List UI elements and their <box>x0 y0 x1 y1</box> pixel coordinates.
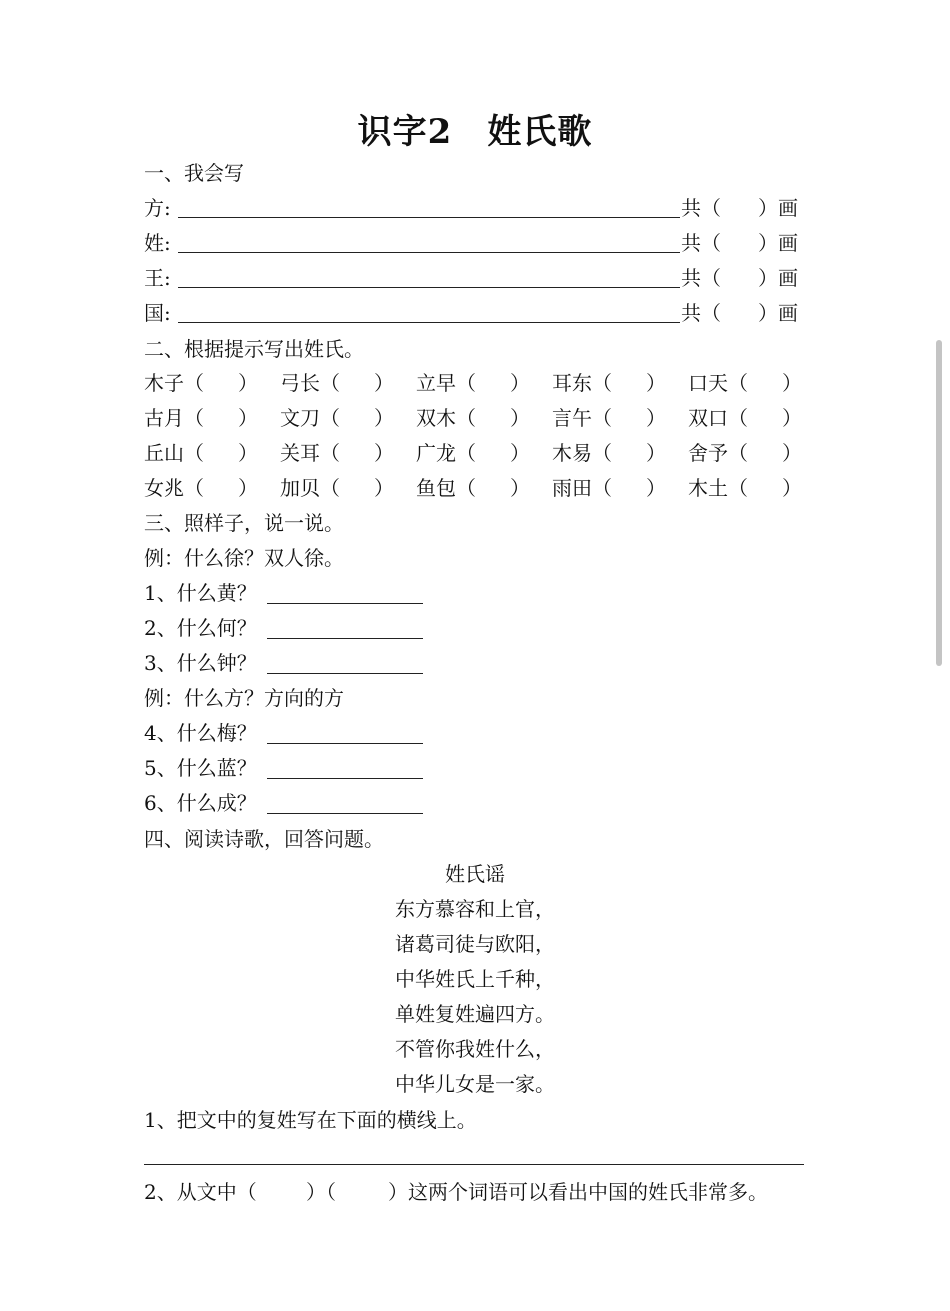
surname-hint: 古月（ <box>144 406 204 430</box>
surname-hint-close: ） <box>374 406 394 430</box>
surname-hint-close: ） <box>782 476 802 500</box>
surname-hint: 双口（ <box>688 406 748 430</box>
poem-line: 不管你我姓什么， <box>395 1037 555 1061</box>
surname-hint: 木土（ <box>688 476 748 500</box>
write-row-char: 国: <box>144 301 171 325</box>
poem-line: 中华姓氏上千种， <box>395 967 555 991</box>
surname-hint: 双木（ <box>416 406 476 430</box>
surname-hint: 木子（ <box>144 371 204 395</box>
surname-hint-close: ） <box>782 441 802 465</box>
surname-hint-close: ） <box>238 371 258 395</box>
poem-line: 诸葛司徒与欧阳， <box>395 932 555 956</box>
stroke-count-close: ）画 <box>758 196 798 220</box>
surname-hint-close: ） <box>238 406 258 430</box>
surname-hint-close: ） <box>646 476 666 500</box>
page-title: 识字2 姓氏歌 <box>357 112 593 152</box>
reading-question-2-part-c: ）这两个词语可以看出中国的姓氏非常多。 <box>388 1180 768 1204</box>
poem-line: 东方慕容和上官， <box>395 897 555 921</box>
stroke-count-close: ）画 <box>758 231 798 255</box>
surname-hint: 丘山（ <box>144 441 204 465</box>
write-row-char: 方: <box>144 196 171 220</box>
example-1: 例：什么徐？双人徐。 <box>144 546 344 570</box>
surname-hint-close: ） <box>510 476 530 500</box>
question-5: 5、什么蓝？ <box>144 756 257 780</box>
answer-line[interactable] <box>267 638 423 639</box>
question-3: 3、什么钟？ <box>144 651 257 675</box>
surname-hint-close: ） <box>782 406 802 430</box>
section-4-heading: 四、阅读诗歌，回答问题。 <box>144 827 384 851</box>
stroke-count-close: ）画 <box>758 301 798 325</box>
surname-hint-close: ） <box>374 441 394 465</box>
surname-hint: 文刀（ <box>280 406 340 430</box>
stroke-count-close: ）画 <box>758 266 798 290</box>
surname-hint-close: ） <box>782 371 802 395</box>
surname-hint-close: ） <box>510 406 530 430</box>
poem-line: 单姓复姓遍四方。 <box>395 1002 555 1026</box>
surname-hint: 雨田（ <box>552 476 612 500</box>
surname-hint: 言午（ <box>552 406 612 430</box>
section-1-heading: 一、我会写 <box>144 161 244 185</box>
surname-hint: 加贝（ <box>280 476 340 500</box>
surname-hint: 女兆（ <box>144 476 204 500</box>
surname-hint-close: ） <box>646 406 666 430</box>
stroke-count-open: 共（ <box>681 301 721 325</box>
scrollbar-thumb[interactable] <box>936 340 942 666</box>
surname-hint-close: ） <box>374 371 394 395</box>
question-6: 6、什么成？ <box>144 791 257 815</box>
surname-hint: 立早（ <box>416 371 476 395</box>
section-3-heading: 三、照样子，说一说。 <box>144 511 344 535</box>
surname-hint-close: ） <box>510 371 530 395</box>
question-2: 2、什么何？ <box>144 616 257 640</box>
surname-hint-close: ） <box>646 371 666 395</box>
example-2: 例：什么方？方向的方 <box>144 686 344 710</box>
stroke-count-open: 共（ <box>681 266 721 290</box>
poem-title: 姓氏谣 <box>445 862 505 886</box>
write-row-char: 姓: <box>144 231 171 255</box>
write-row-char: 王: <box>144 266 171 290</box>
reading-question-2-part-a: 2、从文中（ <box>144 1180 257 1204</box>
surname-hint-close: ） <box>238 476 258 500</box>
surname-hint-close: ） <box>238 441 258 465</box>
surname-hint: 口天（ <box>688 371 748 395</box>
answer-line[interactable] <box>267 673 423 674</box>
question-1: 1、什么黄？ <box>144 581 257 605</box>
reading-question-2-part-b: ）（ <box>306 1180 336 1204</box>
reading-question-1: 1、把文中的复姓写在下面的横线上。 <box>144 1108 477 1132</box>
stroke-count-open: 共（ <box>681 231 721 255</box>
surname-hint: 木易（ <box>552 441 612 465</box>
surname-hint: 鱼包（ <box>416 476 476 500</box>
write-line[interactable] <box>178 322 680 323</box>
answer-line-long[interactable] <box>144 1164 804 1165</box>
answer-line[interactable] <box>267 603 423 604</box>
surname-hint-close: ） <box>646 441 666 465</box>
surname-hint: 弓长（ <box>280 371 340 395</box>
surname-hint-close: ） <box>374 476 394 500</box>
surname-hint-close: ） <box>510 441 530 465</box>
surname-hint: 关耳（ <box>280 441 340 465</box>
stroke-count-open: 共（ <box>681 196 721 220</box>
write-line[interactable] <box>178 287 680 288</box>
surname-hint: 舍予（ <box>688 441 748 465</box>
section-2-heading: 二、根据提示写出姓氏。 <box>144 337 364 361</box>
answer-line[interactable] <box>267 743 423 744</box>
surname-hint: 耳东（ <box>552 371 612 395</box>
poem-line: 中华儿女是一家。 <box>395 1072 555 1096</box>
write-line[interactable] <box>178 252 680 253</box>
surname-hint: 广龙（ <box>416 441 476 465</box>
question-4: 4、什么梅？ <box>144 721 257 745</box>
answer-line[interactable] <box>267 778 423 779</box>
write-line[interactable] <box>178 217 680 218</box>
answer-line[interactable] <box>267 813 423 814</box>
